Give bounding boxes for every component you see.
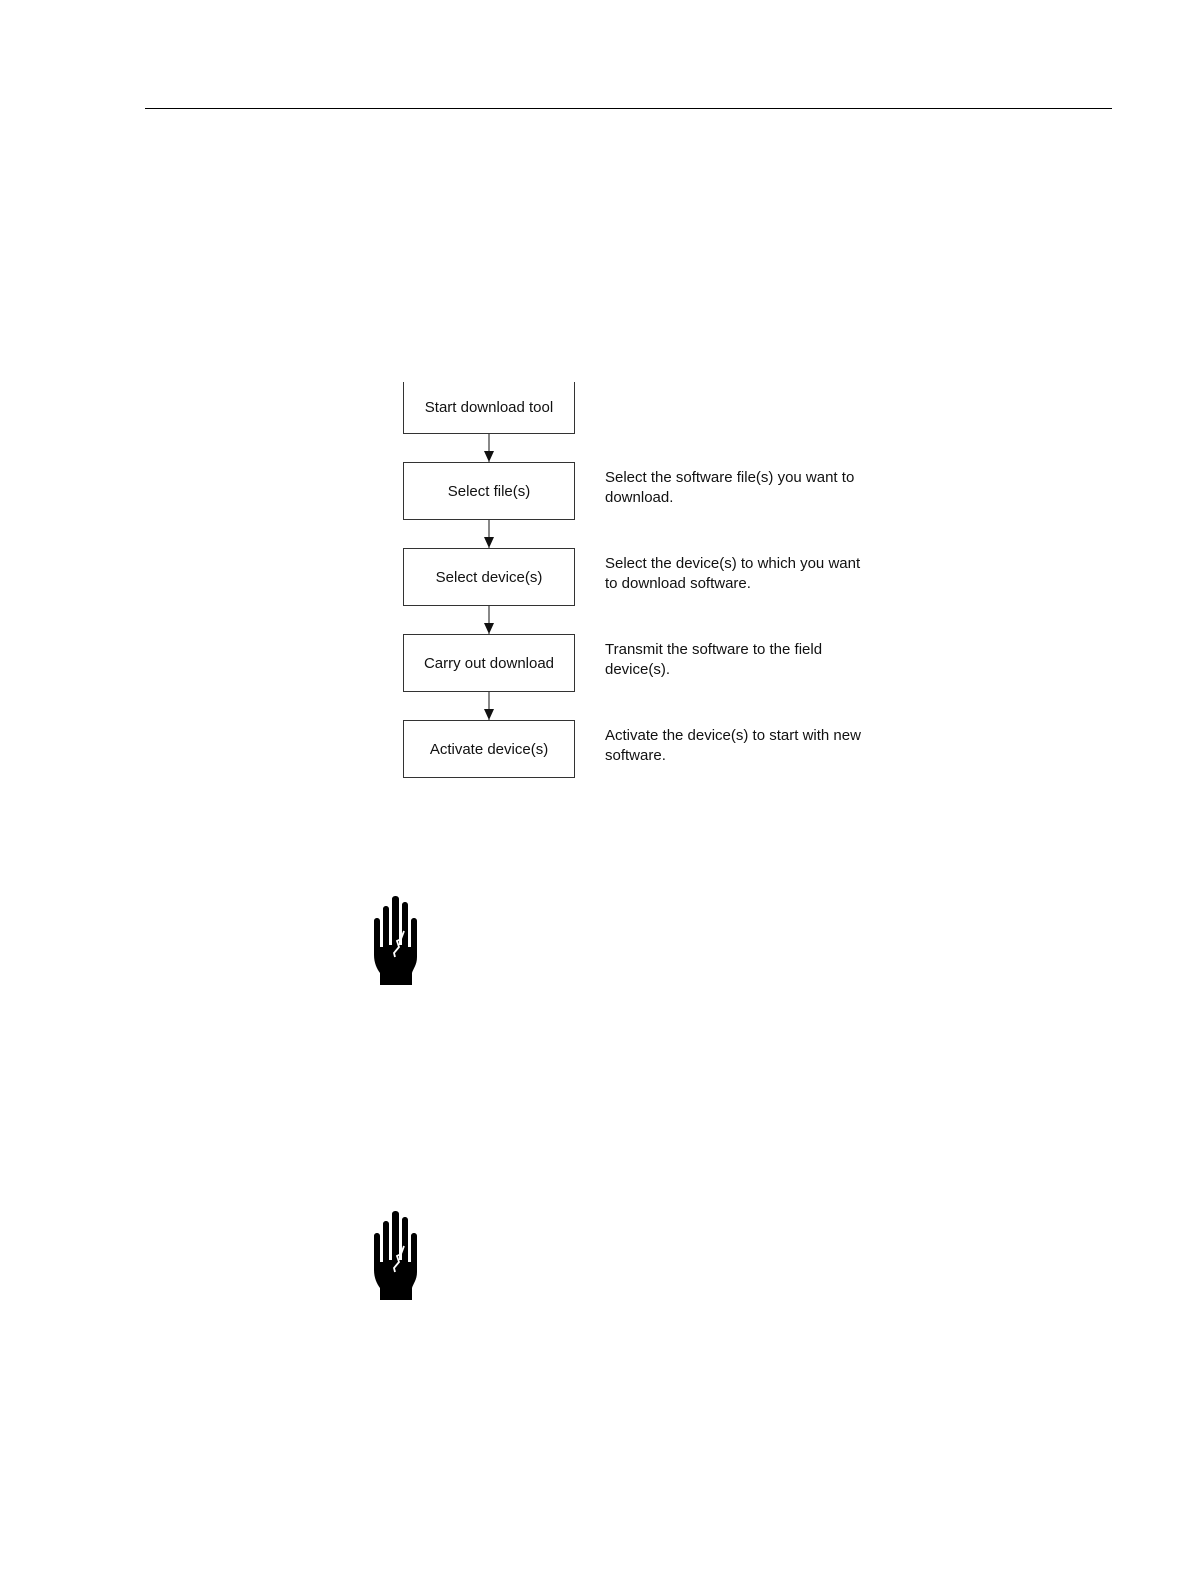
step-carry-out-download [403,634,575,692]
step-description-carry-out-download: Transmit the software to the field device(s). [605,641,823,678]
step-label: Select file(s) [447,482,531,500]
caution-hand-icon [368,1210,428,1300]
step-activate-devices [403,720,575,778]
step-label: Carry out download [423,654,555,672]
arrowhead-2 [484,537,494,548]
arrowhead-1 [484,451,494,462]
step-description-activate-devices: Activate the device(s) to start with new software. [605,727,861,764]
arrowhead-4 [484,709,494,720]
step-start-download-tool [403,382,575,434]
step-label: Select device(s) [435,568,543,586]
step-select-files [403,462,575,520]
step-description-select-devices: Select the device(s) to which you want to download software. [605,555,861,592]
caution-hand-icon [368,895,428,985]
step-select-devices [403,548,575,606]
step-label: Start download tool [424,399,554,416]
step-label: Activate device(s) [429,740,549,758]
step-description-select-files: Select the software file(s) you want to download. [605,469,855,506]
arrowhead-3 [484,623,494,634]
